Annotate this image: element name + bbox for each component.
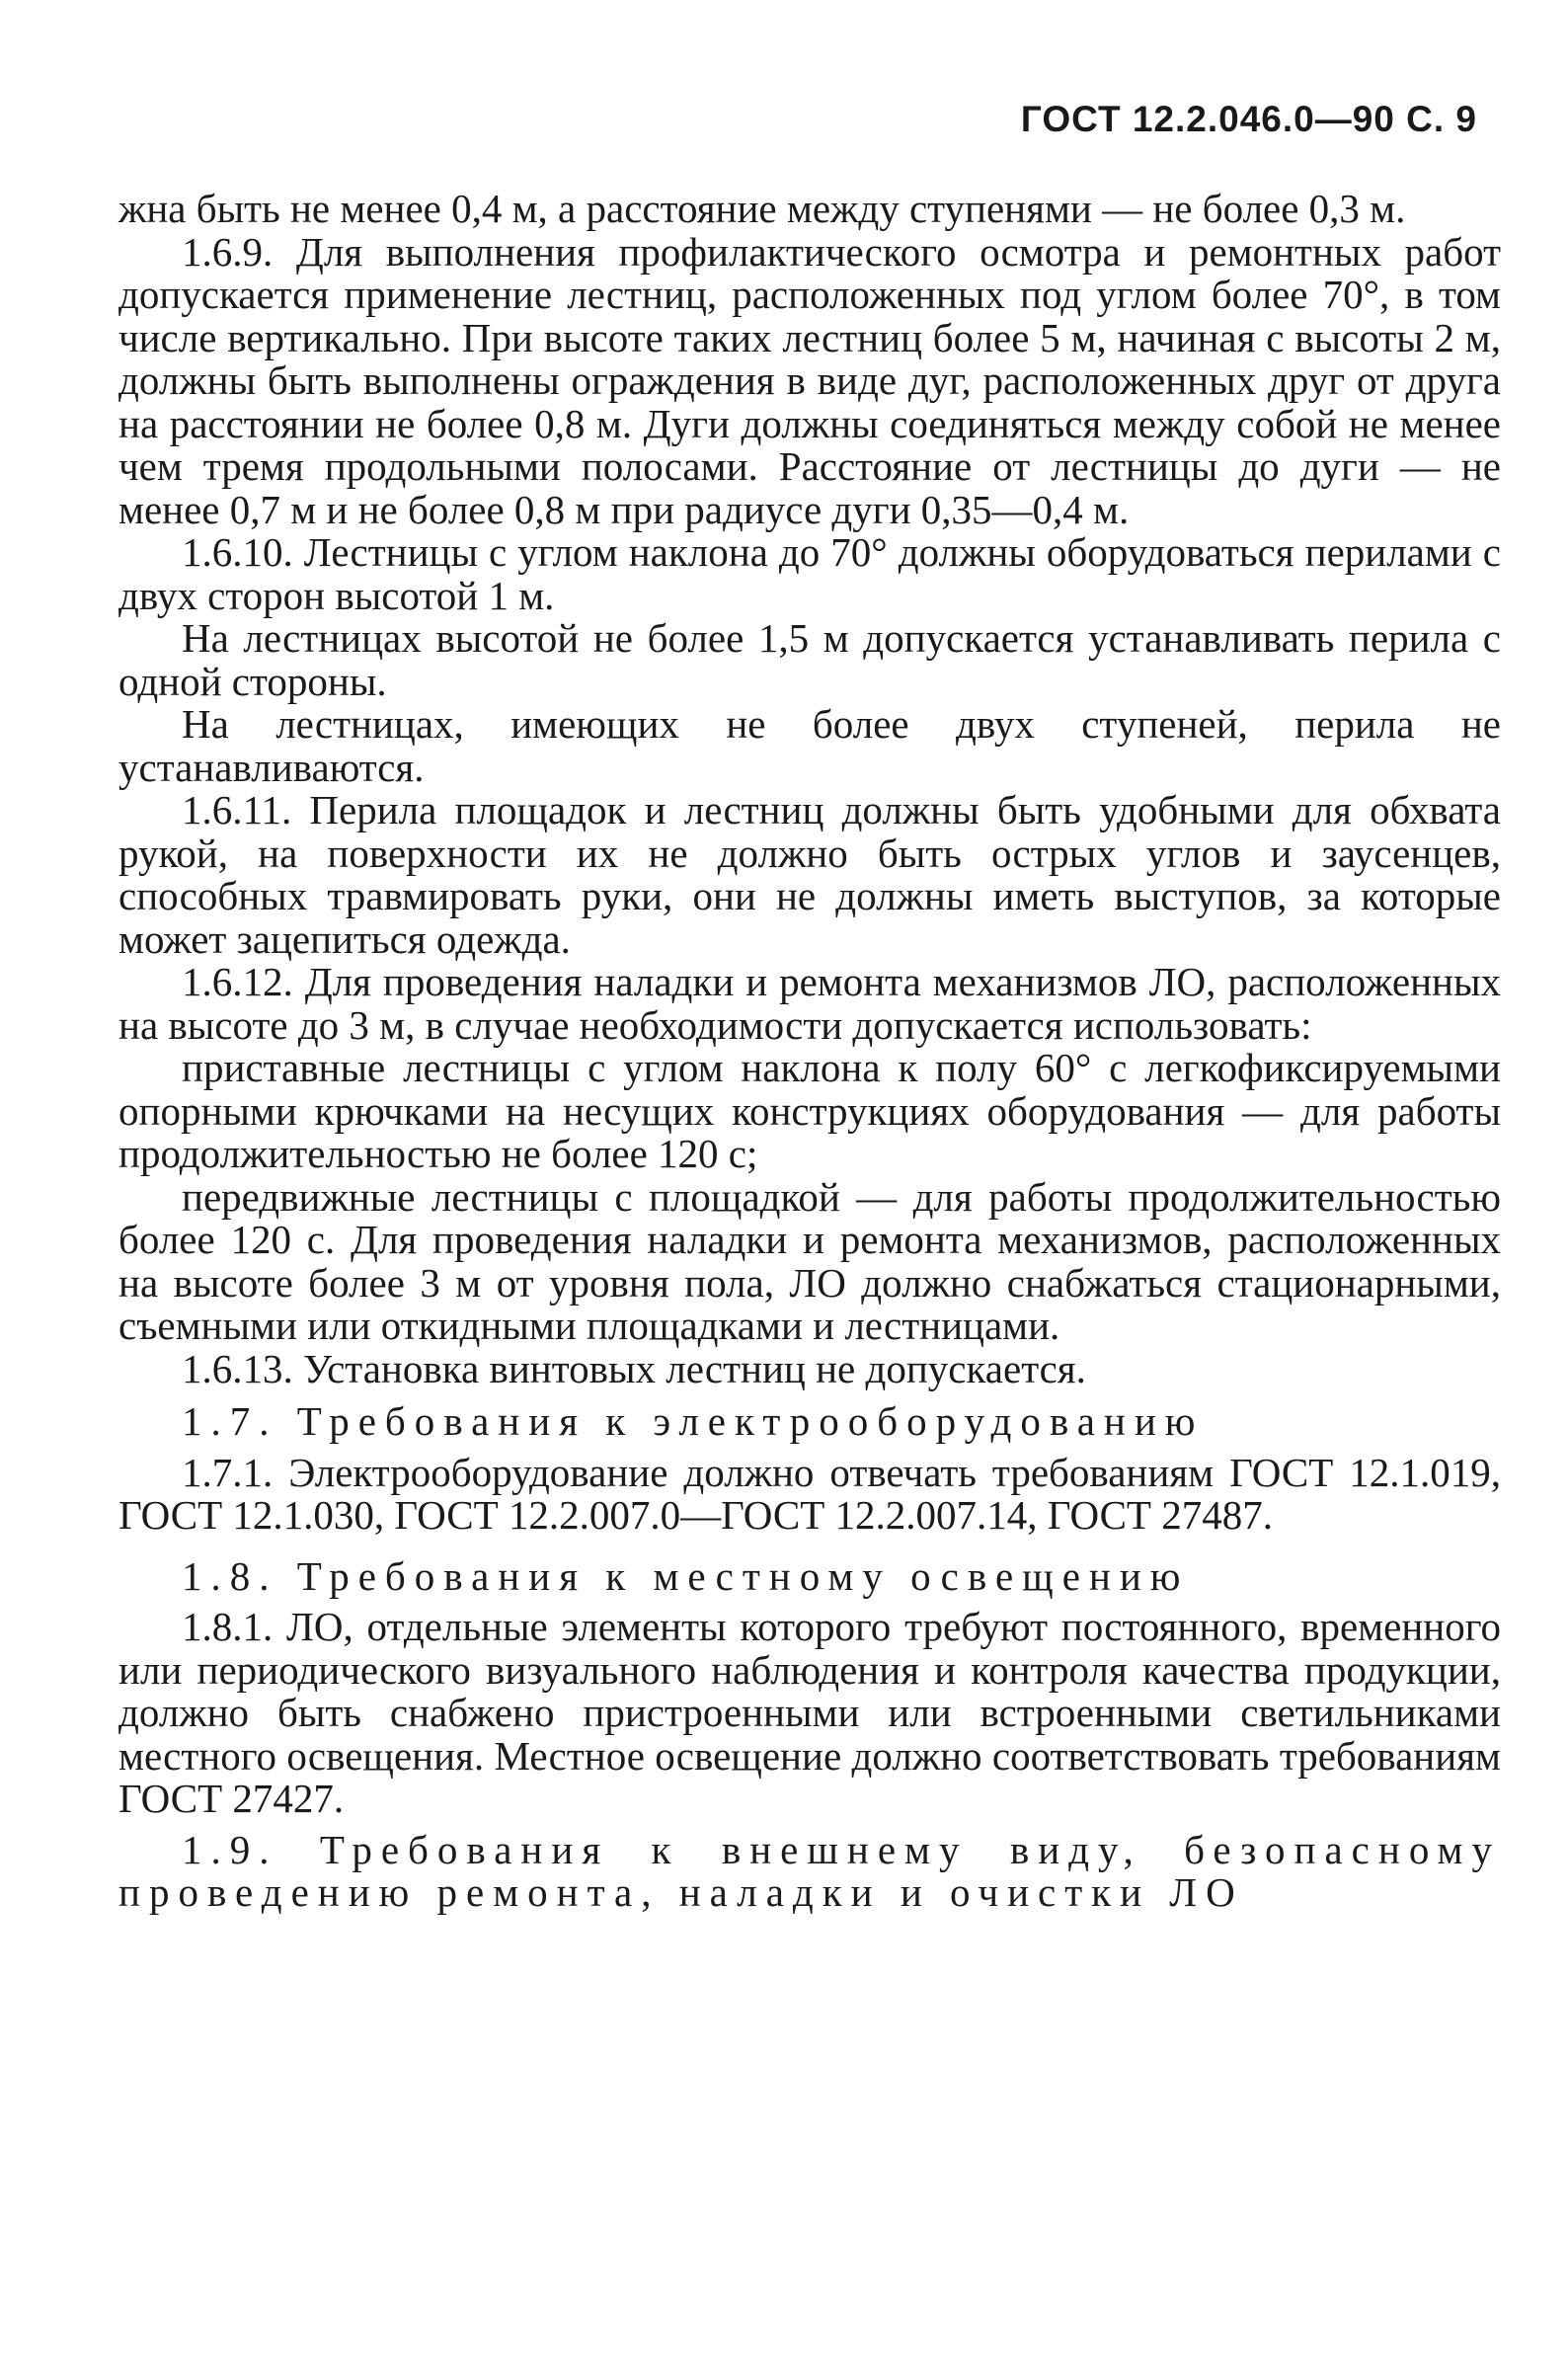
paragraph-1-6-12: 1.6.12. Для проведения наладки и ремонта механизмов ЛО, расположенных на высоте до 3 м, в случае необходимости допускается использовать: [118, 959, 1501, 1048]
paragraph-1-6-13: 1.6.13. Установка винтовых лестниц не допускается. [182, 1345, 1086, 1391]
paragraph-1-6-10: 1.6.10. Лестницы с углом наклона до 70° должны оборудоваться перилами с двух сторон высотой 1 м. [118, 529, 1501, 618]
document-body [118, 188, 1501, 1915]
section-heading-1-9: 1.9. Требования к внешнему виду, безопасному проведению ремонта, наладки и очистки ЛО [118, 1826, 1501, 1915]
paragraph-railing-one-side: На лестницах высотой не более 1,5 м допускается устанавливать перила с одной стороны. [118, 615, 1501, 704]
section-heading-1-7: 1.7. Требования к электрооборудованию [182, 1398, 1205, 1444]
paragraph-continuation: жна быть не менее 0,4 м, а расстояние между ступенями — не более 0,3 м. [118, 186, 1406, 231]
paragraph-1-8-1: 1.8.1. ЛО, отдельные элементы которого требуют постоянного, временного или периодического визуального наблюдения и контроля качества продукции, должно быть снабжено пристроенными или встроенными светильниками местного освещения. Местное освещение должно соответствовать требованиям ГОСТ 27427. [118, 1604, 1501, 1821]
paragraph-ladder-attachable: приставные лестницы с углом наклона к полу 60° с легкофиксируемыми опорными крючками на несущих конструкциях оборудования — для работы продолжительностью не более 120 с; [118, 1045, 1501, 1176]
paragraph-1-6-9: 1.6.9. Для выполнения профилактического осмотра и ремонтных работ допускается применение лестниц, расположенных под углом более 70°, в том числе вертикально. При высоте таких лестниц более 5 м, начиная с высоты 2 м, должны быть выполнены ограждения в виде дуг, расположенных друг от друга на расстоянии не более 0,8 м. Дуги должны соединяться между собой не менее чем тремя продольными полосами. Расстояние от лестницы до дуги — не менее 0,7 м и не более 0,8 м при радиусе дуги 0,35—0,4 м. [118, 228, 1501, 532]
running-header: ГОСТ 12.2.046.0—90 С. 9 [1020, 99, 1477, 139]
paragraph-1-6-11: 1.6.11. Перила площадок и лестниц должны быть удобными для обхвата рукой, на поверхности их не должно быть острых углов и заусенцев, способных травмировать руки, они не должны иметь выступов, за которые может зацепиться одежда. [118, 787, 1501, 962]
paragraph-ladder-mobile: передвижные лестницы с площадкой — для работы продолжительностью более 120 с. Для проведения наладки и ремонта механизмов, расположенных на высоте более 3 м от уровня пола, ЛО должно снабжаться стационарными, съемными или откидными площадками и лестницами. [118, 1173, 1501, 1348]
section-heading-1-8: 1.8. Требования к местному освещению [182, 1552, 1190, 1599]
paragraph-1-7-1: 1.7.1. Электрооборудование должно отвечать требованиям ГОСТ 12.1.019, ГОСТ 12.1.030, ГОСТ 12.2.007.0—ГОСТ 12.2.007.14, ГОСТ 27487. [118, 1449, 1501, 1538]
paragraph-railing-not-installed: На лестницах, имеющих не более двух ступеней, перила не устанавливаются. [118, 701, 1501, 790]
